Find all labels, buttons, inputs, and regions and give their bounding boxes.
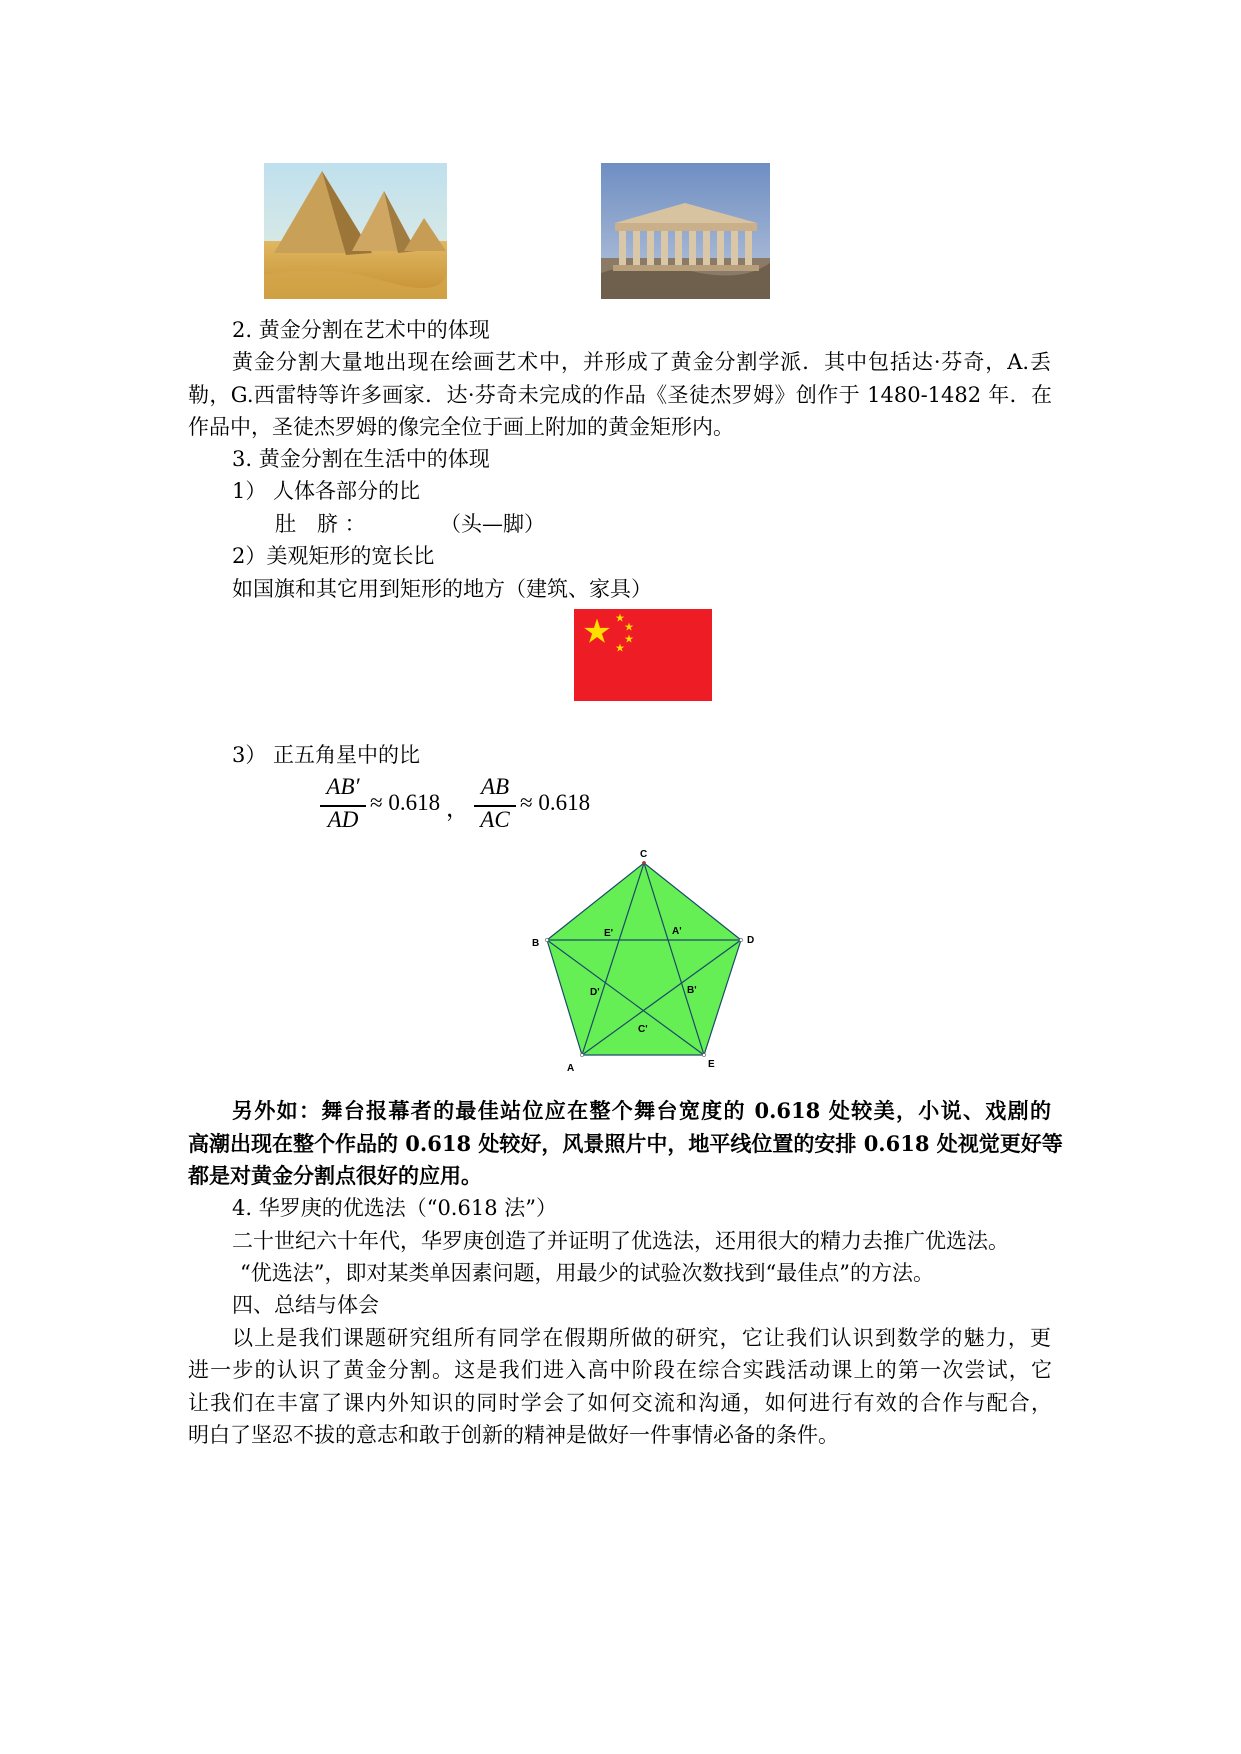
conclusion-line-2: 进一步的认识了黄金分割。这是我们进入高中阶段在综合实践活动课上的第一次尝试，它 [188, 1358, 1052, 1382]
section2-para-line-3: 作品中，圣徒杰罗姆的像完全位于画上附加的黄金矩形内。 [188, 415, 734, 439]
section3-item1: 1） 人体各部分的比 [232, 479, 421, 503]
china-flag [574, 609, 712, 701]
parthenon-photo [601, 163, 770, 299]
inner-label-b-prime: B' [687, 985, 697, 996]
section4-line-2: “优选法”，即对某类单因素问题，用最少的试验次数找到“最佳点”的方法。 [240, 1261, 934, 1285]
section3-item1-ratio-left: 肚 脐 ： [275, 512, 366, 536]
section3-item2: 2）美观矩形的宽长比 [232, 544, 435, 568]
inner-label-e-prime: E' [604, 928, 614, 939]
formula1-value: ≈ 0.618 [370, 790, 441, 815]
section3-heading: 3. 黄金分割在生活中的体现 [232, 447, 490, 471]
extra-para-line-2: 高潮出现在整个作品的 0.618 处较好，风景照片中，地平线位置的安排 0.618 处视觉更好等 [188, 1131, 1063, 1156]
flag-field [574, 609, 712, 701]
pyramids-photo [264, 163, 447, 299]
vertex-label-b: B [532, 938, 540, 949]
section3-item3: 3） 正五角星中的比 [232, 743, 421, 767]
inner-label-c-prime: C' [638, 1024, 648, 1035]
conclusion-line-3: 让我们在丰富了课内外知识的同时学会了如何交流和沟通，如何进行有效的合作与配合， [188, 1391, 1052, 1415]
extra-para-line-3: 都是对黄金分割点很好的应用。 [188, 1163, 482, 1188]
ratio-formula [320, 774, 620, 844]
section3-item1-ratio-right: （头—脚） [440, 512, 545, 536]
pentagram-diagram [520, 845, 770, 1080]
vertex-label-a: A [567, 1063, 575, 1074]
conclusion-heading: 四、总结与体会 [232, 1293, 379, 1317]
section4-line-1: 二十世纪六十年代，华罗庚创造了并证明了优选法，还用很大的精力去推广优选法。 [232, 1229, 1009, 1253]
formula2-numerator: AB [480, 774, 510, 799]
section3-item2-detail: 如国旗和其它用到矩形的地方（建筑、家具） [232, 577, 652, 601]
formula-separator: ， [446, 796, 469, 821]
conclusion-line-4: 明白了坚忍不拔的意志和敢于创新的精神是做好一件事情必备的条件。 [188, 1423, 839, 1447]
section2-heading: 2. 黄金分割在艺术中的体现 [232, 318, 490, 342]
inner-label-d-prime: D' [590, 987, 600, 998]
section2-para-line-1: 黄金分割大量地出现在绘画艺术中，并形成了黄金分割学派．其中包括达·芬奇，A.丢 [232, 350, 1051, 374]
formula2-denominator: AC [480, 807, 510, 832]
inner-label-a-prime: A' [672, 926, 682, 937]
extra-para-line-1: 另外如：舞台报幕者的最佳站位应在整个舞台宽度的 0.618 处较美，小说、戏剧的 [232, 1098, 1051, 1123]
section4-heading: 4. 华罗庚的优选法（“0.618 法”） [232, 1196, 557, 1220]
formula1-numerator: AB′ [326, 774, 360, 799]
section2-para-line-2: 勒，G.西雷特等许多画家．达·芬奇未完成的作品《圣徒杰罗姆》创作于 1480-1482 年．在 [188, 383, 1052, 407]
vertex-label-e: E [708, 1059, 715, 1070]
conclusion-line-1: 以上是我们课题研究组所有同学在假期所做的研究，它让我们认识到数学的魅力，更 [232, 1326, 1051, 1350]
vertex-label-c: C [640, 849, 648, 860]
formula2-value: ≈ 0.618 [520, 790, 591, 815]
formula1-denominator: AD [327, 807, 359, 832]
vertex-label-d: D [747, 935, 755, 946]
